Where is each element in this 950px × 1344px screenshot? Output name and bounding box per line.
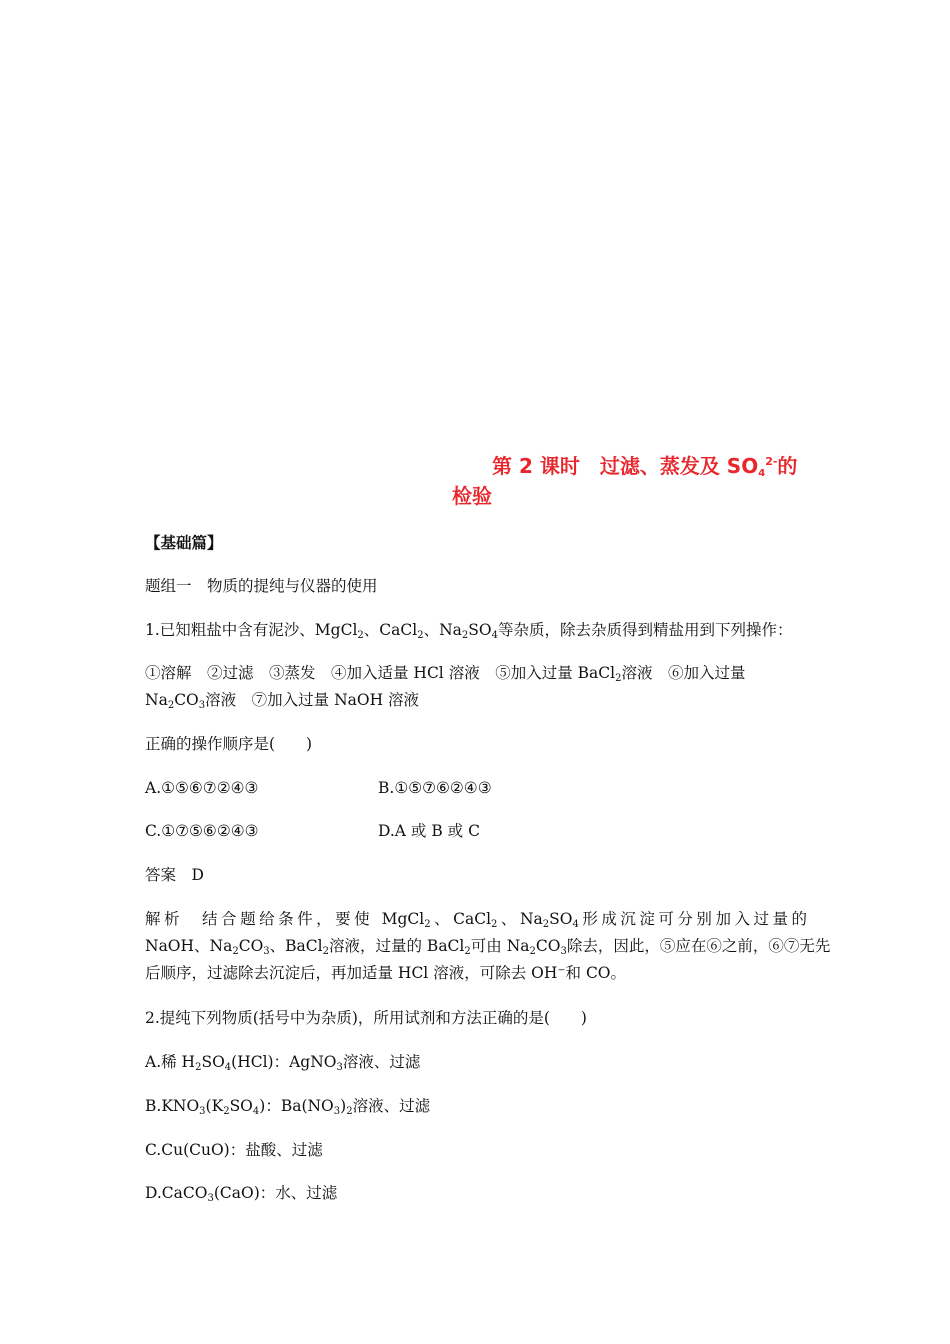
q1-answer: 答案 D <box>145 866 204 884</box>
lesson-title-line2: 检验 <box>452 484 492 508</box>
q1-options-row1 <box>145 778 807 798</box>
q1-option-b: B.①⑤⑦⑥②④③ <box>378 779 492 797</box>
q1-option-a: A.①⑤⑥⑦②④③ <box>145 779 259 797</box>
section-heading: 【基础篇】 <box>145 533 223 552</box>
q2-option-a: A.稀 $H_2SO_4(HCl)$：AgNO$_3$溶液、过滤 <box>145 1053 421 1073</box>
group-heading: 题组一 物质的提纯与仪器的使用 <box>145 577 378 595</box>
q2-stem: 2.提纯下列物质(括号中为杂质)，所用试剂和方法正确的是( ) <box>145 1009 587 1027</box>
q1-option-d: D.A 或 B 或 C <box>378 822 480 840</box>
q1-options-row2 <box>145 821 807 841</box>
q1-explanation-line1: 解析 结合题给条件，要使 MgCl$_2$、CaCl$_2$、$Na_2SO_4$形成沉淀可分别加入过量的 <box>145 910 807 930</box>
q1-operations-line1: ①溶解 ②过滤 ③蒸发 ④加入适量 HCl 溶液 ⑤加入过量 BaCl$_2$溶液 ⑥加入过量 <box>145 664 746 684</box>
q1-explanation-line2: NaOH、$Na_2CO_3$、BaCl$_2$溶液，过量的 BaCl$_2$可由 $Na_2CO_3$除去，因此，⑤应在⑥之前，⑥⑦无先 <box>145 937 831 957</box>
q1-ask: 正确的操作顺序是( ) <box>145 735 313 753</box>
q1-stem: 1.已知粗盐中含有泥沙、MgCl$_2$、CaCl$_2$、$Na_2SO_4$等杂质，除去杂质得到精盐用到下列操作： <box>145 621 793 641</box>
q2-option-c: C.Cu(CuO)：盐酸、过滤 <box>145 1141 323 1159</box>
q2-option-d: D.CaCO$_3$(CaO)：水、过滤 <box>145 1184 338 1204</box>
q1-explanation-line3: 后顺序，过滤除去沉淀后，再加适量 HCl 溶液，可除去 OH⁻和 CO。 <box>145 964 627 982</box>
q2-option-b: $B.KNO_3(K_2SO_4)$：$Ba(NO_3)_2$溶液、过滤 <box>145 1097 431 1117</box>
lesson-title-line1: 第 2 课时 过滤、蒸发及 $SO_4^{2-}$的 <box>492 454 798 479</box>
q1-operations-line2: $Na_2CO_3$溶液 ⑦加入过量 NaOH 溶液 <box>145 691 420 711</box>
q1-option-c: C.①⑦⑤⑥②④③ <box>145 822 259 840</box>
